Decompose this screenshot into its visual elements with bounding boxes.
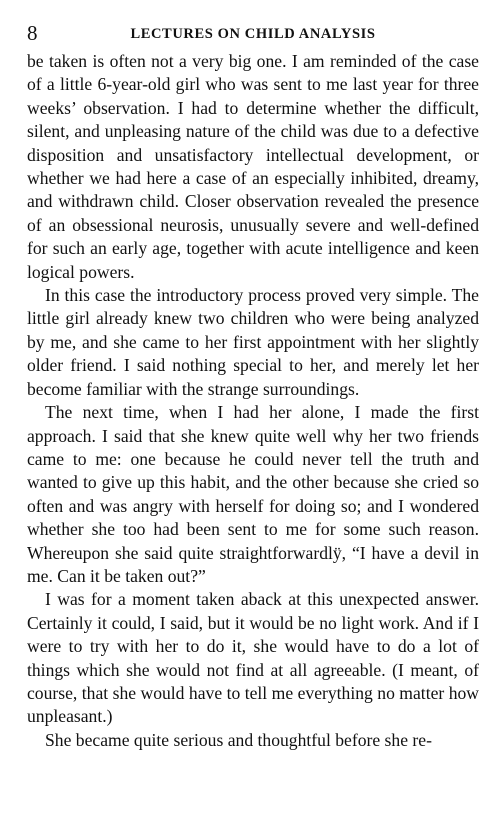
paragraph-3: The next time, when I had her alone, I made the first approach. I said that she knew quite well why her two friends came to me: one because he could never tell the truth and wanted to give up this habit, and the other because she cried so often and was angry with herself for doing so; and I wondered whether she too had been sent to me for some such reason. Whereupon she said quite straightforwardlÿ, “I have a devil in me. Can it be taken out?” (27, 402, 479, 586)
paragraph-5: She became quite serious and thoughtful before she re- (45, 729, 432, 750)
paragraph-2: In this case the introductory process proved very simple. The little girl already knew two children who were being analyzed by me, and she came to her first appointment with her slightly older friend. I said nothing special to her, and merely let her become familiar with the strange surroundings. (27, 285, 479, 399)
running-header (27, 18, 479, 48)
book-page (27, 18, 479, 752)
body-text (27, 50, 479, 752)
paragraph-1: be taken is often not a very big one. I am reminded of the case of a little 6-year-old girl who was sent to me last year for three weeks’ observation. I had to determine whether the difficult, silent, and unpleasing nature of the child was due to a defective disposition and unsatisfactory intellectual development, or whether we had here a case of an especially inhibited, dreamy, and withdrawn child. Closer observation revealed the presence of an obsessional neurosis, unusually severe and well-defined for such an early age, together with acute intelligence and keen logical powers. (27, 51, 479, 282)
running-title: LECTURES ON CHILD ANALYSIS (130, 26, 376, 42)
page-number: 8 (27, 21, 38, 45)
paragraph-4: I was for a moment taken aback at this unexpected answer. Certainly it could, I said, but it would be no light work. And if I were to try with her to do it, she would have to do a lot of things which she would not find at all agreeable. (I meant, of course, that she would have to tell me everything no matter how unpleasant.) (27, 589, 479, 727)
